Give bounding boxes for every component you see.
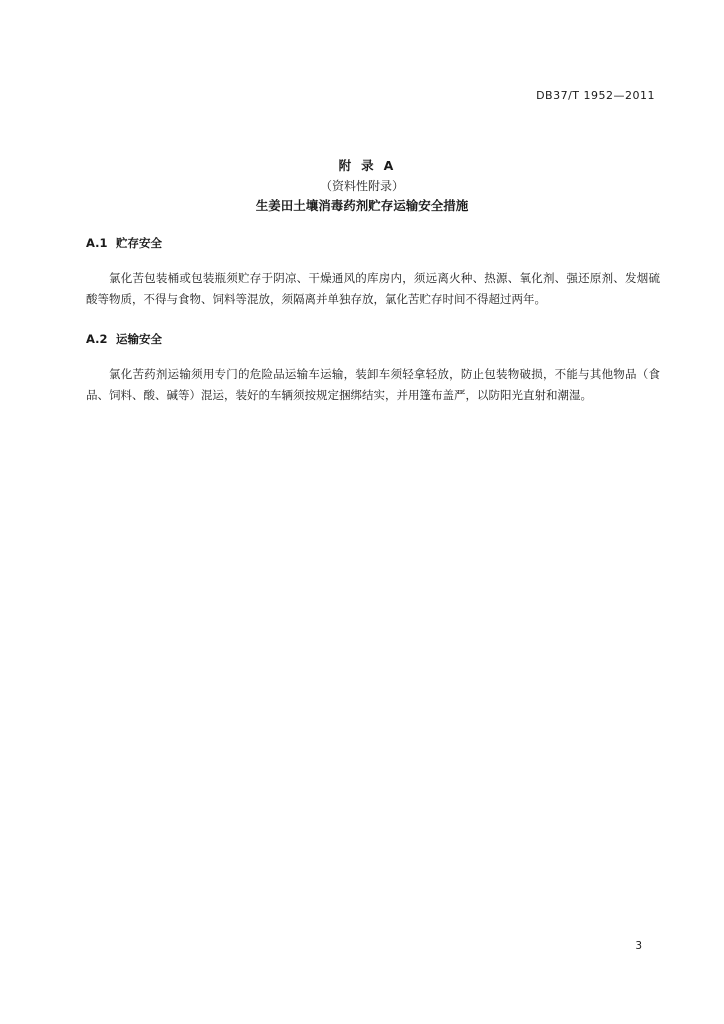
- appendix-type: （资料性附录）: [319, 179, 404, 193]
- section-paragraph-a1: 氯化苦包装桶或包装瓶须贮存于阴凉、干燥通风的库房内，须远离火种、热源、氧化剂、强还原剂、发烟硫酸等物质，不得与食物、饲料等混放，须隔离并单独存放，氯化苦贮存时间不得超过两年。: [86, 271, 660, 306]
- section-paragraph-a2: 氯化苦药剂运输须用专门的危险品运输车运输，装卸车须轻拿轻放，防止包装物破损，不能与其他物品（食品、饲料、酸、碱等）混运，装好的车辆须按规定捆绑结实，并用篷布盖严，以防阳光直射和潮湿。: [86, 367, 660, 402]
- standard-code: DB37/T 1952—2011: [536, 89, 655, 102]
- appendix-label: 附录A: [338, 158, 404, 173]
- section-title: 贮存安全: [116, 236, 162, 250]
- appendix-title: 生姜田土壤消毒药剂贮存运输安全措施: [255, 198, 469, 213]
- section-heading-a2: [86, 331, 162, 347]
- section-number: A.2: [86, 332, 108, 346]
- page-number: 3: [635, 940, 642, 952]
- section-number: A.1: [86, 236, 108, 250]
- appendix-title-block: [0, 156, 724, 216]
- section-heading-a1: [86, 235, 162, 251]
- section-title: 运输安全: [116, 332, 162, 346]
